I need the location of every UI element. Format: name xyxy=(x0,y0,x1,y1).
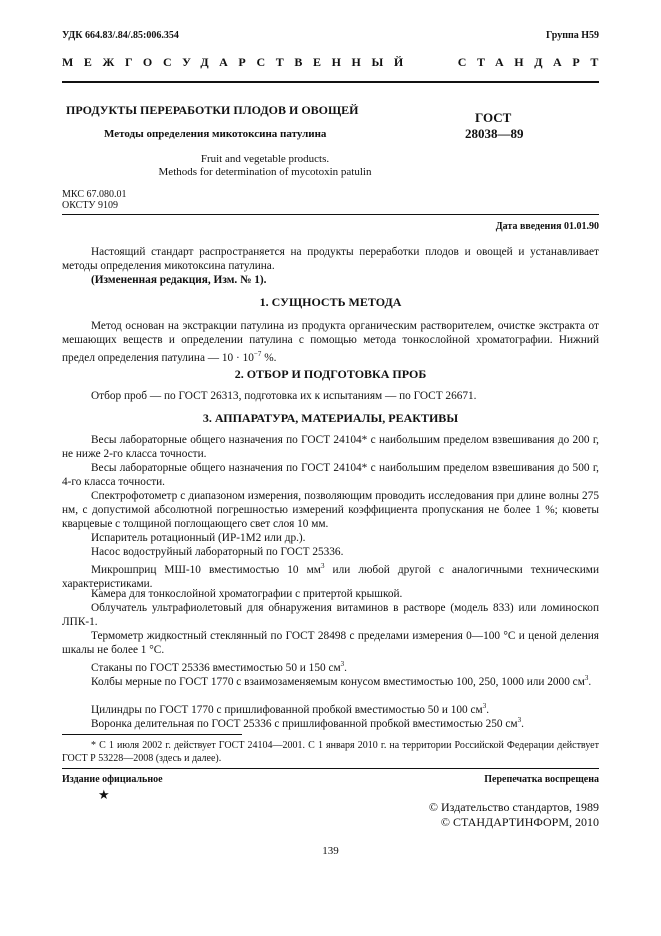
mks-code: МКС 67.080.01 xyxy=(62,189,127,200)
footnote: * С 1 июля 2002 г. действует ГОСТ 24104—2001. С 1 января 2010 г. на территории Российской Федерации действует ГОСТ Р 53228—2008 (здесь и далее). xyxy=(62,740,599,764)
list-item: Камера для тонкослойной хроматографии с притертой крышкой. xyxy=(91,588,403,600)
gost-label: ГОСТ xyxy=(475,110,512,125)
copyright-publisher: © Издательство стандартов, 1989 xyxy=(428,800,599,814)
amendment-note: (Измененная редакция, Изм. № 1). xyxy=(91,274,267,286)
list-item: Микрошприц МШ-10 вместимостью 10 $мм^3$ или любой другой с аналогичными техническими характеристиками. xyxy=(62,562,599,590)
list-item: Термометр жидкостный стеклянный по ГОСТ 28498 с пределами измерения 0—100 °С и ценой деления шкалы не более 1 °С. xyxy=(62,630,599,656)
group-code: Группа Н59 xyxy=(546,30,599,41)
standard-heading-right: СТАНДАРТ xyxy=(457,55,609,69)
list-item: Облучатель ультрафиолетовый для обнаружения витаминов в растворе (модель 833) или ломиноскоп ЛПК-1. xyxy=(62,602,599,628)
section-1-title: 1. СУЩНОСТЬ МЕТОДА xyxy=(259,295,402,309)
okstu-code: ОКСТУ 9109 xyxy=(62,200,119,211)
section-3-title: 3. АППАРАТУРА, МАТЕРИАЛЫ, РЕАКТИВЫ xyxy=(202,411,459,425)
introduction-date: Дата введения 01.01.90 xyxy=(495,221,599,232)
footnote-rule xyxy=(62,734,242,735)
standard-heading-left: МЕЖГОСУДАРСТВЕННЫЙ xyxy=(62,55,414,69)
list-item: Испаритель ротационный (ИР-1М2 или др.). xyxy=(91,532,306,544)
list-item: Стаканы по ГОСТ 25336 вместимостью 50 и 150 $см^3$. xyxy=(91,660,347,674)
document-subtitle: Методы определения микотоксина патулина xyxy=(104,128,327,140)
page-number: 139 xyxy=(322,845,339,857)
english-title-line1: Fruit and vegetable products. xyxy=(200,153,330,165)
list-item: Спектрофотометр с диапазоном измерения, позволяющим проводить исследования при длине волны 275 нм, с допустимой абсолютной погрешностью измерений коэффициента пропускания не более 1 %; кюветы кварцевые с толщиной поглощающего свет слоя 10 мм. xyxy=(62,490,599,530)
title-rule xyxy=(62,214,599,215)
intro-paragraph: Настоящий стандарт распространяется на продукты переработки плодов и овощей и устанавливает методы определения микотоксина патулина. xyxy=(62,246,599,272)
gost-number: 28038—89 xyxy=(465,126,524,141)
list-item: Насос водоструйный лабораторный по ГОСТ 25336. xyxy=(91,546,344,558)
footer-rule xyxy=(62,768,599,769)
reprint-prohibited-label: Перепечатка воспрещена xyxy=(484,774,599,785)
official-edition-label: Издание официальное xyxy=(62,774,163,785)
list-item: Весы лабораторные общего назначения по ГОСТ 24104* с наибольшим пределом взвешивания до 200 г, не ниже 2-го класса точности. xyxy=(62,434,599,460)
star-icon: ★ xyxy=(98,788,110,803)
section-1-text: Метод основан на экстракции патулина из продукта органическим растворителем, очистке экстракта от мешающих веществ и определении патулина с помощью метода тонкослойной хроматографии. Нижний предел определения патулина — $10 \cdot 10^{-7}$ %. xyxy=(62,320,599,364)
section-2-text: Отбор проб — по ГОСТ 26313, подготовка их к испытаниям — по ГОСТ 26671. xyxy=(91,390,477,402)
section-2-title: 2. ОТБОР И ПОДГОТОВКА ПРОБ xyxy=(234,367,427,381)
english-title-line2: Methods for determination of mycotoxin patulin xyxy=(158,166,372,178)
list-item: Колбы мерные по ГОСТ 1770 с взаимозаменяемым конусом вместимостью 100, 250, 1000 или 2000 $см^3$. xyxy=(91,674,592,688)
list-item: Весы лабораторные общего назначения по ГОСТ 24104* с наибольшим пределом взвешивания до 500 г, 4-го класса точности. xyxy=(62,462,599,488)
list-item: Воронка делительная по ГОСТ 25336 с пришлифованной пробкой вместимостью 250 $см^3$. xyxy=(91,716,524,730)
copyright-standartinform: © СТАНДАРТИНФОРМ, 2010 xyxy=(440,815,599,829)
document-title: ПРОДУКТЫ ПЕРЕРАБОТКИ ПЛОДОВ И ОВОЩЕЙ xyxy=(66,103,359,117)
udk-code: УДК 664.83/.84/.85:006.354 xyxy=(62,30,179,41)
header-rule xyxy=(62,81,599,83)
list-item: Цилиндры по ГОСТ 1770 с пришлифованной пробкой вместимостью 50 и 100 $см^3$. xyxy=(91,702,490,716)
